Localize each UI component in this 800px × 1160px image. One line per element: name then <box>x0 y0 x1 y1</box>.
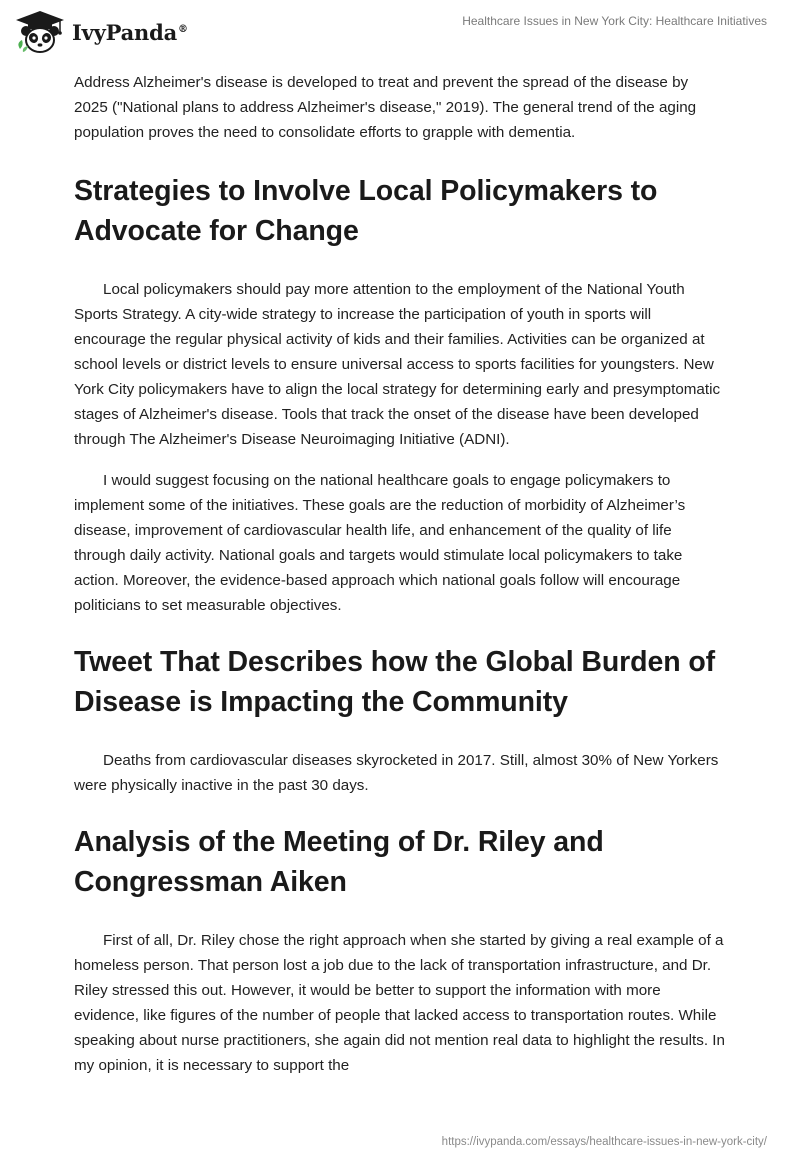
page-header <box>0 0 800 62</box>
paragraph-analysis-1: First of all, Dr. Riley chose the right approach when she started by giving a real example of a homeless person. That person lost a job due to the lack of transportation infrastructure, and Dr. Riley stressed this out. However, it would be better to support the information with more evidence, like figures of the number of people that lacked access to transportation routes. While speaking about nurse practitioners, she again did not mention real data to highlight the results. In my opinion, it is necessary to support the <box>74 932 725 1074</box>
ivypanda-logo[interactable] <box>14 8 188 56</box>
essay-content <box>74 70 726 1078</box>
document-title: Healthcare Issues in New York City: Healthcare Initiatives <box>462 14 767 28</box>
paragraph-strategies-1: Local policymakers should pay more attention to the employment of the National Youth Sports Strategy. A city-wide strategy to increase the participation of youth in sports will encourage the regular physical activity of kids and their families. Activities can be organized at school levels or district levels to ensure universal access to sports facilities for youngsters. New York City policymakers have to align the local strategy for determining early and presymptomatic stages of Alzheimer's disease. Tools that track the onset of the disease have been developed through The Alzheimer's Disease Neuroimaging Initiative (ADNI). <box>74 281 721 448</box>
section-heading-analysis: Analysis of the Meeting of Dr. Riley and Congressman Aiken <box>74 826 604 898</box>
paragraph-strategies-2: I would suggest focusing on the national healthcare goals to engage policymakers to implement some of the initiatives. These goals are the reduction of morbidity of Alzheimer’s disease, improvement of cardiovascular health life, and enhancement of the quality of life through daily activity. National goals and targets would stimulate local policymakers to take action. Moreover, the evidence-based approach which national goals follow will encourage politicians to set measurable objectives. <box>74 472 686 614</box>
section-heading-strategies: Strategies to Involve Local Policymakers to Advocate for Change <box>74 175 658 247</box>
registered-mark: ® <box>178 23 188 35</box>
source-url[interactable]: https://ivypanda.com/essays/healthcare-issues-in-new-york-city/ <box>441 1136 767 1148</box>
panda-graduate-logo-icon <box>14 9 66 55</box>
paragraph-tweet-1: Deaths from cardiovascular diseases skyrocketed in 2017. Still, almost 30% of New Yorkers were physically inactive in the past 30 days. <box>74 752 719 794</box>
intro-paragraph: Address Alzheimer's disease is developed to treat and prevent the spread of the disease by 2025 ("National plans to address Alzheimer's disease," 2019). The general trend of the aging population proves the need to consolidate efforts to grapple with dementia. <box>74 74 697 141</box>
section-heading-tweet: Tweet That Describes how the Global Burden of Disease is Impacting the Community <box>74 646 716 718</box>
brand-name: IvyPanda® <box>72 19 188 45</box>
